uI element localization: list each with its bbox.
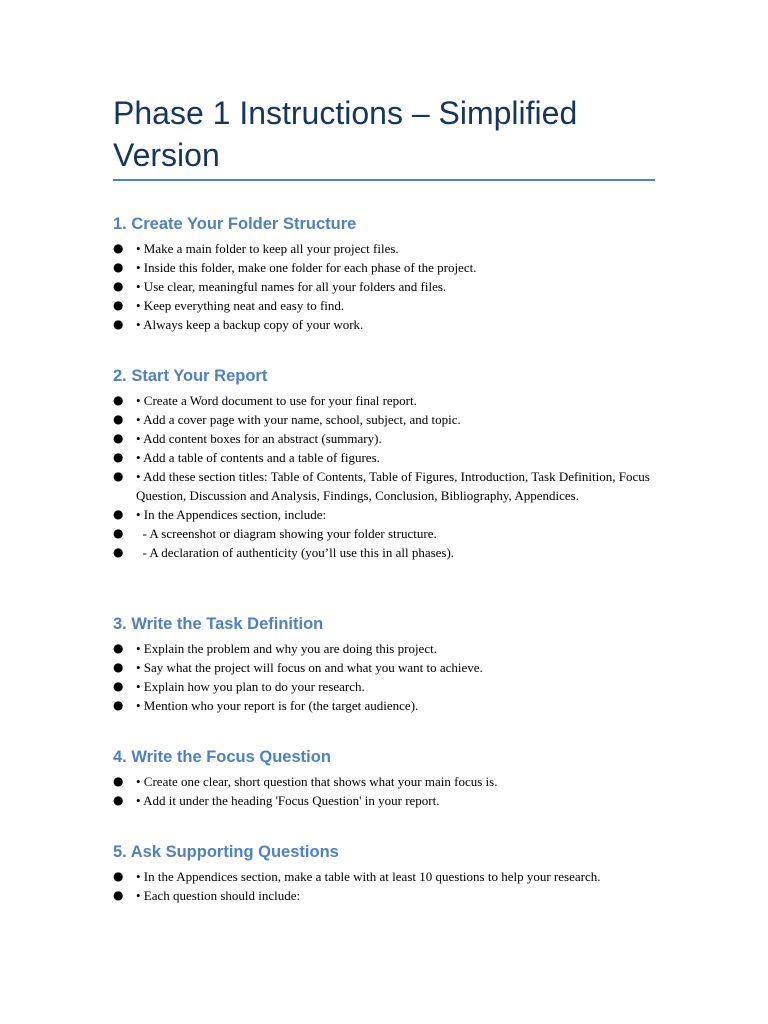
bullet-icon: ● bbox=[113, 431, 124, 445]
list-item bbox=[113, 524, 673, 543]
bullet-icon: ● bbox=[113, 298, 124, 312]
list-item bbox=[113, 277, 673, 296]
list-item bbox=[113, 772, 673, 791]
list-item-text: • Say what the project will focus on and what you want to achieve. bbox=[136, 660, 483, 675]
list-item-text: • Add these section titles: Table of Contents, Table of Figures, Introduction, Task Definition, Focus Question, Discussion and Analysis, Findings, Conclusion, Bibliography, Appendices. bbox=[136, 469, 650, 503]
bullet-icon: ● bbox=[113, 869, 124, 883]
list-item bbox=[113, 639, 673, 658]
list-item-text: • Add content boxes for an abstract (summary). bbox=[136, 431, 382, 446]
bullet-icon: ● bbox=[113, 774, 124, 788]
bullet-icon: ● bbox=[113, 469, 124, 483]
section-heading: 5. Ask Supporting Questions bbox=[113, 843, 339, 861]
list-item bbox=[113, 467, 673, 505]
list-item-text: - A screenshot or diagram showing your folder structure. bbox=[136, 526, 437, 541]
bullet-icon: ● bbox=[113, 660, 124, 674]
list-item bbox=[113, 791, 673, 810]
section-heading: 3. Write the Task Definition bbox=[113, 615, 324, 633]
bullet-icon: ● bbox=[113, 260, 124, 274]
list-item bbox=[113, 448, 673, 467]
bullet-list bbox=[113, 391, 673, 562]
section-task-definition bbox=[113, 614, 673, 715]
section-focus-question bbox=[113, 747, 673, 810]
list-item bbox=[113, 677, 673, 696]
list-item-text: • Add it under the heading 'Focus Question' in your report. bbox=[136, 793, 440, 808]
section-heading: 4. Write the Focus Question bbox=[113, 748, 331, 766]
list-item bbox=[113, 658, 673, 677]
list-item-text: - A declaration of authenticity (you’ll use this in all phases). bbox=[136, 545, 455, 560]
section-supporting-questions bbox=[113, 842, 673, 905]
bullet-icon: ● bbox=[113, 888, 124, 902]
section-heading: 1. Create Your Folder Structure bbox=[113, 215, 357, 233]
list-item-text: • Inside this folder, make one folder for each phase of the project. bbox=[136, 260, 477, 275]
bullet-icon: ● bbox=[113, 317, 124, 331]
section-start-report bbox=[113, 366, 673, 562]
list-item-text: • Make a main folder to keep all your project files. bbox=[136, 241, 399, 256]
list-item-text: • Add a cover page with your name, school, subject, and topic. bbox=[136, 412, 461, 427]
list-item-text: • Create one clear, short question that shows what your main focus is. bbox=[136, 774, 498, 789]
bullet-icon: ● bbox=[113, 793, 124, 807]
bullet-list bbox=[113, 772, 673, 810]
list-item-text: • Mention who your report is for (the target audience). bbox=[136, 698, 419, 713]
bullet-list bbox=[113, 239, 673, 334]
bullet-icon: ● bbox=[113, 526, 124, 540]
list-item-text: • Always keep a backup copy of your work. bbox=[136, 317, 364, 332]
list-item bbox=[113, 315, 673, 334]
list-item-text: • In the Appendices section, make a table with at least 10 questions to help your research. bbox=[136, 869, 601, 884]
list-item bbox=[113, 258, 673, 277]
bullet-icon: ● bbox=[113, 545, 124, 559]
list-item bbox=[113, 296, 673, 315]
list-item-text: • Create a Word document to use for your final report. bbox=[136, 393, 417, 408]
list-item-text: • Keep everything neat and easy to find. bbox=[136, 298, 345, 313]
bullet-icon: ● bbox=[113, 393, 124, 407]
bullet-icon: ● bbox=[113, 241, 124, 255]
bullet-list bbox=[113, 639, 673, 715]
bullet-icon: ● bbox=[113, 641, 124, 655]
bullet-icon: ● bbox=[113, 279, 124, 293]
list-item bbox=[113, 505, 673, 524]
list-item bbox=[113, 696, 673, 715]
bullet-list bbox=[113, 867, 673, 905]
list-item-text: • In the Appendices section, include: bbox=[136, 507, 327, 522]
bullet-icon: ● bbox=[113, 679, 124, 693]
list-item bbox=[113, 391, 673, 410]
bullet-icon: ● bbox=[113, 507, 124, 521]
list-item-text: • Explain how you plan to do your research. bbox=[136, 679, 365, 694]
list-item bbox=[113, 867, 673, 886]
list-item-text: • Explain the problem and why you are doing this project. bbox=[136, 641, 437, 656]
bullet-icon: ● bbox=[113, 698, 124, 712]
section-folder-structure bbox=[113, 214, 673, 334]
list-item bbox=[113, 543, 673, 562]
title-divider bbox=[113, 179, 655, 181]
document-title: Phase 1 Instructions – Simplified Version bbox=[113, 95, 578, 173]
list-item-text: • Use clear, meaningful names for all your folders and files. bbox=[136, 279, 447, 294]
list-item-text: • Add a table of contents and a table of figures. bbox=[136, 450, 380, 465]
list-item bbox=[113, 410, 673, 429]
list-item bbox=[113, 886, 673, 905]
list-item bbox=[113, 429, 673, 448]
bullet-icon: ● bbox=[113, 450, 124, 464]
bullet-icon: ● bbox=[113, 412, 124, 426]
section-heading: 2. Start Your Report bbox=[113, 367, 268, 385]
list-item-text: • Each question should include: bbox=[136, 888, 301, 903]
list-item bbox=[113, 239, 673, 258]
